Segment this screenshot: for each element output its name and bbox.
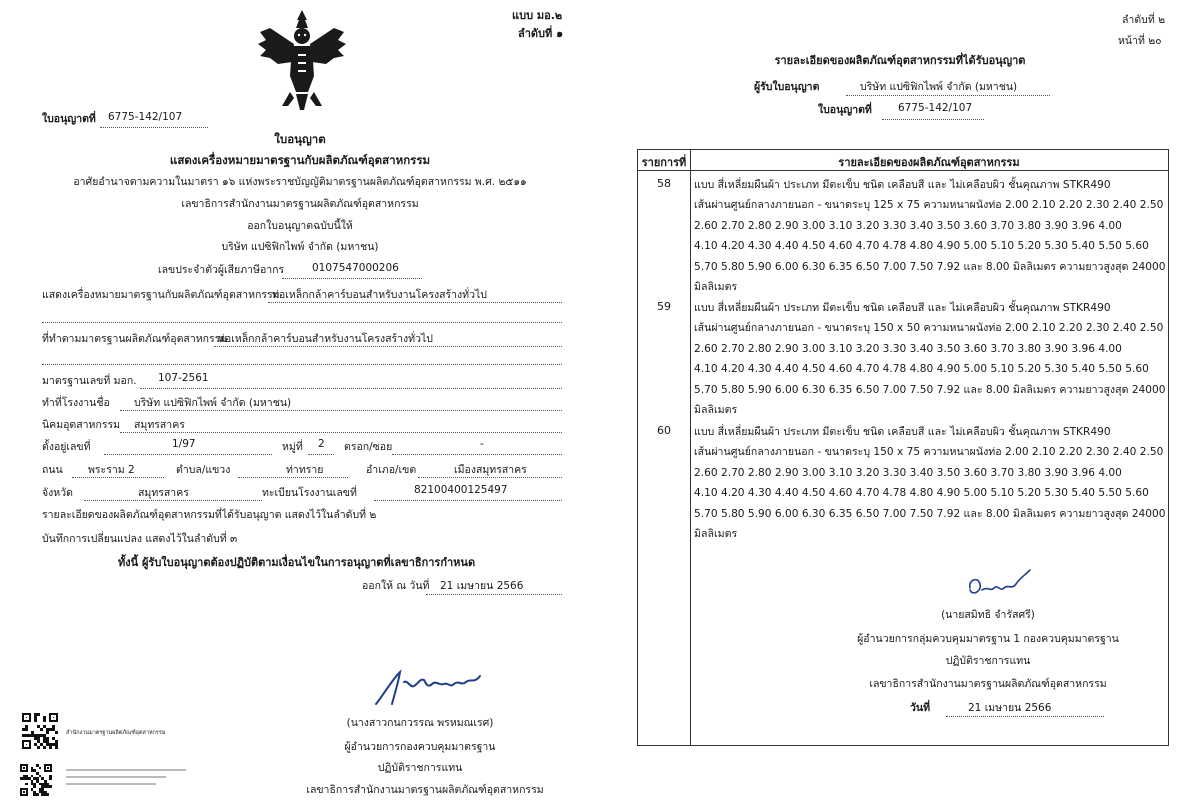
issue-line: ออกใบอนุญาตฉบับนี้ให้ bbox=[247, 220, 353, 232]
soi-label: ตรอก/ซอย bbox=[344, 441, 393, 453]
tis-label: มาตรฐานเลขที่ มอก. bbox=[42, 375, 137, 387]
detail-line: เส้นผ่านศูนย์กลางภายนอก - ขนาดระบุ 150 x 50 ความหนาผนังท่อ 2.00 2.10 2.20 2.30 2.40 2.50 bbox=[694, 322, 1164, 335]
detail-line: 2.60 2.70 2.80 2.90 3.00 3.10 3.20 3.30 3.40 3.50 3.60 3.70 3.80 3.90 3.96 4.00 bbox=[694, 466, 1122, 479]
table-row-detail bbox=[694, 422, 1164, 544]
form-code: แบบ มอ.๒ bbox=[512, 9, 563, 22]
detail-line: แบบ สี่เหลี่ยมผืนผ้า ประเภท มีตะเข็บ ชนิด เคลือบสี และ ไม่เคลือบผิว ชั้นคุณภาพ STKR490 bbox=[694, 179, 1111, 191]
std-label: ที่ทำตามมาตรฐานผลิตภัณฑ์อุตสาหกรรม bbox=[42, 333, 228, 345]
condition-note: ทั้งนี้ ผู้รับใบอนุญาตต้องปฏิบัติตามเงื่อนไขในการอนุญาตที่เลขาธิการกำหนด bbox=[118, 556, 476, 569]
table-row-number: 60 bbox=[657, 424, 671, 437]
signer-title-3: เลขาธิการสำนักงานมาตรฐานผลิตภัณฑ์อุตสาหกรรม bbox=[306, 784, 544, 796]
soi: - bbox=[480, 438, 484, 450]
detail-line: 4.10 4.20 4.30 4.40 4.50 4.60 4.70 4.78 4.80 4.90 5.00 5.10 5.20 5.30 5.40 5.50 5.60 bbox=[694, 487, 1149, 500]
std-value: ท่อเหล็กกล้าคาร์บอนสำหรับงานโครงสร้างทั่วไป bbox=[218, 333, 433, 345]
detail-line: 2.60 2.70 2.80 2.90 3.00 3.10 3.20 3.30 3.40 3.50 3.60 3.70 3.80 3.90 3.96 4.00 bbox=[694, 219, 1122, 232]
table-row-detail bbox=[694, 175, 1164, 297]
reg-label: ทะเบียนโรงงานเลขที่ bbox=[262, 487, 357, 499]
subdistrict: ท่าทราย bbox=[286, 464, 324, 476]
signer-title-1: ผู้อำนวยการกลุ่มควบคุมมาตรฐาน 1 กองควบคุมมาตรฐาน bbox=[857, 633, 1119, 645]
garuda-emblem-icon bbox=[252, 6, 352, 117]
license-no-label: ใบอนุญาตที่ bbox=[818, 104, 872, 116]
road-label: ถนน bbox=[42, 464, 63, 476]
factory-label: ทำที่โรงงานชื่อ bbox=[42, 397, 110, 409]
tis-no: 107-2561 bbox=[158, 372, 209, 384]
qr-code-icon bbox=[22, 713, 58, 749]
issued-date: 21 เมษายน 2566 bbox=[440, 580, 524, 592]
col-header-item: รายการที่ bbox=[641, 156, 687, 169]
col-header-detail: รายละเอียดของผลิตภัณฑ์อุตสาหกรรม bbox=[838, 156, 1020, 169]
signature-image bbox=[964, 568, 1034, 602]
detail-line: 5.70 5.80 5.90 6.00 6.30 6.35 6.50 7.00 7.50 7.92 และ 8.00 มิลลิเมตร ความยาวสูงสุด 24000 bbox=[694, 507, 1166, 520]
table-row-detail bbox=[694, 298, 1164, 420]
date-value: 21 เมษายน 2566 bbox=[968, 702, 1052, 714]
license-title: ใบอนุญาต bbox=[274, 132, 326, 146]
moo-label: หมู่ที่ bbox=[282, 441, 303, 453]
license-no: 6775-142/107 bbox=[898, 102, 973, 114]
licensee: บริษัท แปซิฟิกไพพ์ จำกัด (มหาชน) bbox=[860, 81, 1018, 93]
addr-no: 1/97 bbox=[172, 438, 196, 450]
tax-no: 0107547000206 bbox=[312, 262, 399, 274]
signer-title-1: ผู้อำนวยการกองควบคุมมาตรฐาน bbox=[344, 741, 496, 753]
detail-line: เส้นผ่านศูนย์กลางภายนอก - ขนาดระบุ 125 x 75 ความหนาผนังท่อ 2.00 2.10 2.20 2.30 2.40 2.50 bbox=[694, 199, 1164, 212]
table-row-number: 58 bbox=[657, 177, 671, 190]
reg-no: 82100400125497 bbox=[414, 484, 508, 496]
signer-name: (นางสาวกนกวรรณ พรหมณเรศ) bbox=[346, 717, 494, 729]
detail-line: 5.70 5.80 5.90 6.00 6.30 6.35 6.50 7.00 7.50 7.92 และ 8.00 มิลลิเมตร ความยาวสูงสุด 24000 bbox=[694, 383, 1166, 396]
license-no: 6775-142/107 bbox=[108, 111, 183, 123]
road: พระราม 2 bbox=[88, 464, 135, 476]
signer-title-2: ปฏิบัติราชการแทน bbox=[945, 655, 1031, 667]
detail-line: มิลลิเมตร bbox=[694, 404, 738, 417]
detail-line: 5.70 5.80 5.90 6.00 6.30 6.35 6.50 7.00 7.50 7.92 และ 8.00 มิลลิเมตร ความยาวสูงสุด 24000 bbox=[694, 260, 1166, 273]
qr-code-icon bbox=[20, 764, 56, 796]
signer-name: (นายสมิทธิ จำรัสศรี) bbox=[941, 609, 1035, 621]
mark-value: ท่อเหล็กกล้าคาร์บอนสำหรับงานโครงสร้างทั่วไป bbox=[272, 289, 487, 301]
licensee-label: ผู้รับใบอนุญาต bbox=[754, 81, 820, 93]
signer-title-2: ปฏิบัติราชการแทน bbox=[377, 762, 463, 774]
page-label: หน้าที่ ๒๐ bbox=[1118, 35, 1162, 47]
issued-label: ออกให้ ณ วันที่ bbox=[362, 580, 430, 592]
detail-line: 4.10 4.20 4.30 4.40 4.50 4.60 4.70 4.78 4.80 4.90 5.00 5.10 5.20 5.30 5.40 5.50 5.60 bbox=[694, 363, 1149, 376]
detail-line: มิลลิเมตร bbox=[694, 528, 738, 541]
estate-label: นิคมอุตสาหกรรม bbox=[42, 419, 121, 431]
detail-line: เส้นผ่านศูนย์กลางภายนอก - ขนาดระบุ 150 x 75 ความหนาผนังท่อ 2.00 2.10 2.20 2.30 2.40 2.50 bbox=[694, 446, 1164, 459]
addr-label: ตั้งอยู่เลขที่ bbox=[42, 441, 91, 453]
factory-name: บริษัท แปซิฟิกไพพ์ จำกัด (มหาชน) bbox=[134, 397, 292, 409]
detail-line: 4.10 4.20 4.30 4.40 4.50 4.60 4.70 4.78 4.80 4.90 5.00 5.10 5.20 5.30 5.40 5.50 5.60 bbox=[694, 240, 1149, 253]
moo: 2 bbox=[318, 438, 325, 450]
district: เมืองสมุทรสาคร bbox=[454, 464, 527, 476]
district-label: อำเภอ/เขต bbox=[366, 464, 417, 476]
table-row-number: 59 bbox=[657, 300, 671, 313]
detail-line: มิลลิเมตร bbox=[694, 281, 738, 294]
estate-value: สมุทรสาคร bbox=[134, 419, 185, 431]
detail-title: รายละเอียดของผลิตภัณฑ์อุตสาหกรรมที่ได้รับอนุญาต bbox=[774, 54, 1026, 67]
province-label: จังหวัด bbox=[42, 487, 73, 499]
signer-title-3: เลขาธิการสำนักงานมาตรฐานผลิตภัณฑ์อุตสาหกรรม bbox=[869, 678, 1107, 690]
detail-note: รายละเอียดของผลิตภัณฑ์อุตสาหกรรมที่ได้รับอนุญาต แสดงไว้ในลำดับที่ ๒ bbox=[42, 509, 377, 521]
detail-line: 2.60 2.70 2.80 2.90 3.00 3.10 3.20 3.30 3.40 3.50 3.60 3.70 3.80 3.90 3.96 4.00 bbox=[694, 342, 1122, 355]
qr-caption: สำนักงานมาตรฐานผลิตภัณฑ์อุตสาหกรรม bbox=[66, 730, 166, 736]
product-detail-table bbox=[637, 149, 1169, 746]
detail-line: แบบ สี่เหลี่ยมผืนผ้า ประเภท มีตะเข็บ ชนิด เคลือบสี และ ไม่เคลือบผิว ชั้นคุณภาพ STKR490 bbox=[694, 302, 1111, 314]
date-label: วันที่ bbox=[910, 702, 930, 714]
qr-text-block bbox=[66, 766, 196, 792]
detail-line: แบบ สี่เหลี่ยมผืนผ้า ประเภท มีตะเข็บ ชนิด เคลือบสี และ ไม่เคลือบผิว ชั้นคุณภาพ STKR490 bbox=[694, 426, 1111, 438]
order-label: ลำดับที่ ๑ bbox=[518, 27, 564, 40]
secretary-line: เลขาธิการสำนักงานมาตรฐานผลิตภัณฑ์อุตสาหกรรม bbox=[181, 198, 419, 210]
order-label: ลำดับที่ ๒ bbox=[1122, 14, 1165, 26]
mark-label: แสดงเครื่องหมายมาตรฐานกับผลิตภัณฑ์อุตสาหกรรม bbox=[42, 289, 280, 301]
authority-line: อาศัยอำนาจตามความในมาตรา ๑๖ แห่งพระราชบัญญัติมาตรฐานผลิตภัณฑ์อุตสาหกรรม พ.ศ. ๒๕๑๑ bbox=[73, 176, 527, 188]
signature-image bbox=[370, 666, 488, 708]
company-name: บริษัท แปซิฟิกไพพ์ จำกัด (มหาชน) bbox=[221, 241, 379, 253]
tax-label: เลขประจำตัวผู้เสียภาษีอากร bbox=[158, 264, 285, 276]
license-subtitle: แสดงเครื่องหมายมาตรฐานกับผลิตภัณฑ์อุตสาหกรรม bbox=[169, 153, 431, 167]
change-note: บันทึกการเปลี่ยนแปลง แสดงไว้ในลำดับที่ ๓ bbox=[42, 533, 238, 545]
province: สมุทรสาคร bbox=[138, 487, 189, 499]
product-detail-page bbox=[600, 0, 1200, 800]
subdistrict-label: ตำบล/แขวง bbox=[176, 464, 231, 476]
license-no-label: ใบอนุญาตที่ bbox=[42, 113, 96, 125]
